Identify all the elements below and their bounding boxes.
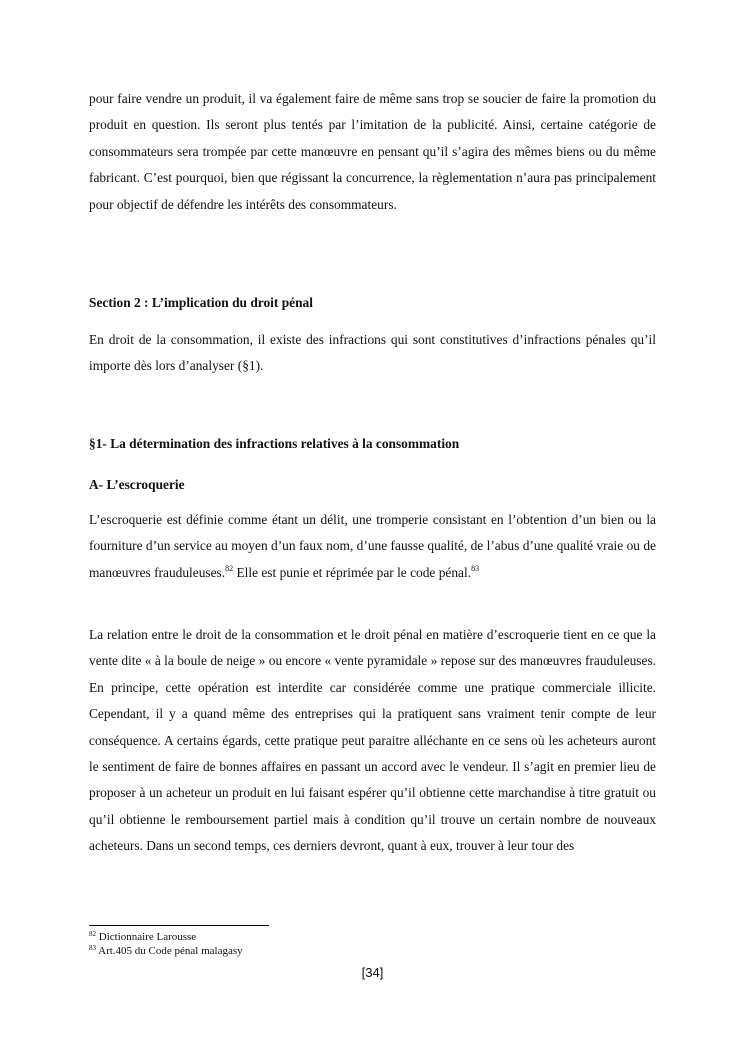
footnote-text: Art.405 du Code pénal malagasy — [96, 945, 243, 957]
footnote-number: 83 — [89, 944, 96, 952]
page-number: [34] — [361, 965, 384, 980]
sub-heading-a: A- L’escroquerie — [89, 477, 185, 492]
footnote-ref-82[interactable]: 82 — [225, 563, 234, 573]
paragraph-intro: En droit de la consommation, il existe des infractions qui sont constitutives d’infractions pénales qu’il importe dès lors d’analyser (§1). — [89, 332, 656, 374]
definition-text: L’escroquerie est définie comme étant un délit, une tromperie consistant en l’obtention d’un bien ou la fourniture d’un service au moyen d’un faux nom, d’une fausse qualité, de l’abus d’une qualité vraie ou de manœuvres frauduleuses. — [89, 512, 656, 580]
footnote-83 — [89, 945, 243, 958]
footnote-ref-83[interactable]: 83 — [471, 563, 480, 573]
footnote-text: Dictionnaire Larousse — [96, 931, 197, 943]
footnote-divider — [89, 925, 269, 926]
paragraph-escroquerie-definition — [89, 507, 656, 586]
subsection-heading: §1- La détermination des infractions relatives à la consommation — [89, 436, 460, 451]
footnote-number: 82 — [89, 930, 96, 938]
paragraph-continuation: pour faire vendre un produit, il va également faire de même sans trop se soucier de faire la promotion du produit en question. Ils seront plus tentés par l’imitation de la publicité. Ainsi, certaine catégorie de consommateurs sera trompée par cette manœuvre en pensant qu’il s’agira des mêmes biens ou du même fabricant. C’est pourquoi, bien que régissant la concurrence, la règlementation n’aura pas principalement pour objectif de défendre les intérêts des consommateurs. — [89, 91, 656, 212]
paragraph-relation: La relation entre le droit de la consommation et le droit pénal en matière d’escroquerie tient en ce que la vente dite « à la boule de neige » ou encore « vente pyramidale » repose sur des manœuvres frauduleuses. En principe, cette opération est interdite car considérée comme une pratique commerciale illicite. Cependant, il y a quand même des entreprises qui la pratiquent sans vraiment tenir compte de leur conséquence. A certains égards, cette pratique peut paraitre alléchante en ce sens où les acheteurs auront le sentiment de faire de bonnes affaires en passant un accord avec le vendeur. Il s’agit en premier lieu de proposer à un acheteur un produit en lui faisant espérer qu’il obtienne cette marchandise à titre gratuit ou qu’il obtienne le remboursement partiel mais à condition qu’il trouve un certain nombre de nouveaux acheteurs. Dans un second temps, ces derniers devront, quant à eux, trouver à leur tour des — [89, 627, 656, 854]
definition-text-cont: Elle est punie et réprimée par le code pénal. — [233, 564, 472, 580]
section-heading: Section 2 : L’implication du droit pénal — [89, 295, 313, 310]
footnote-82 — [89, 931, 196, 944]
